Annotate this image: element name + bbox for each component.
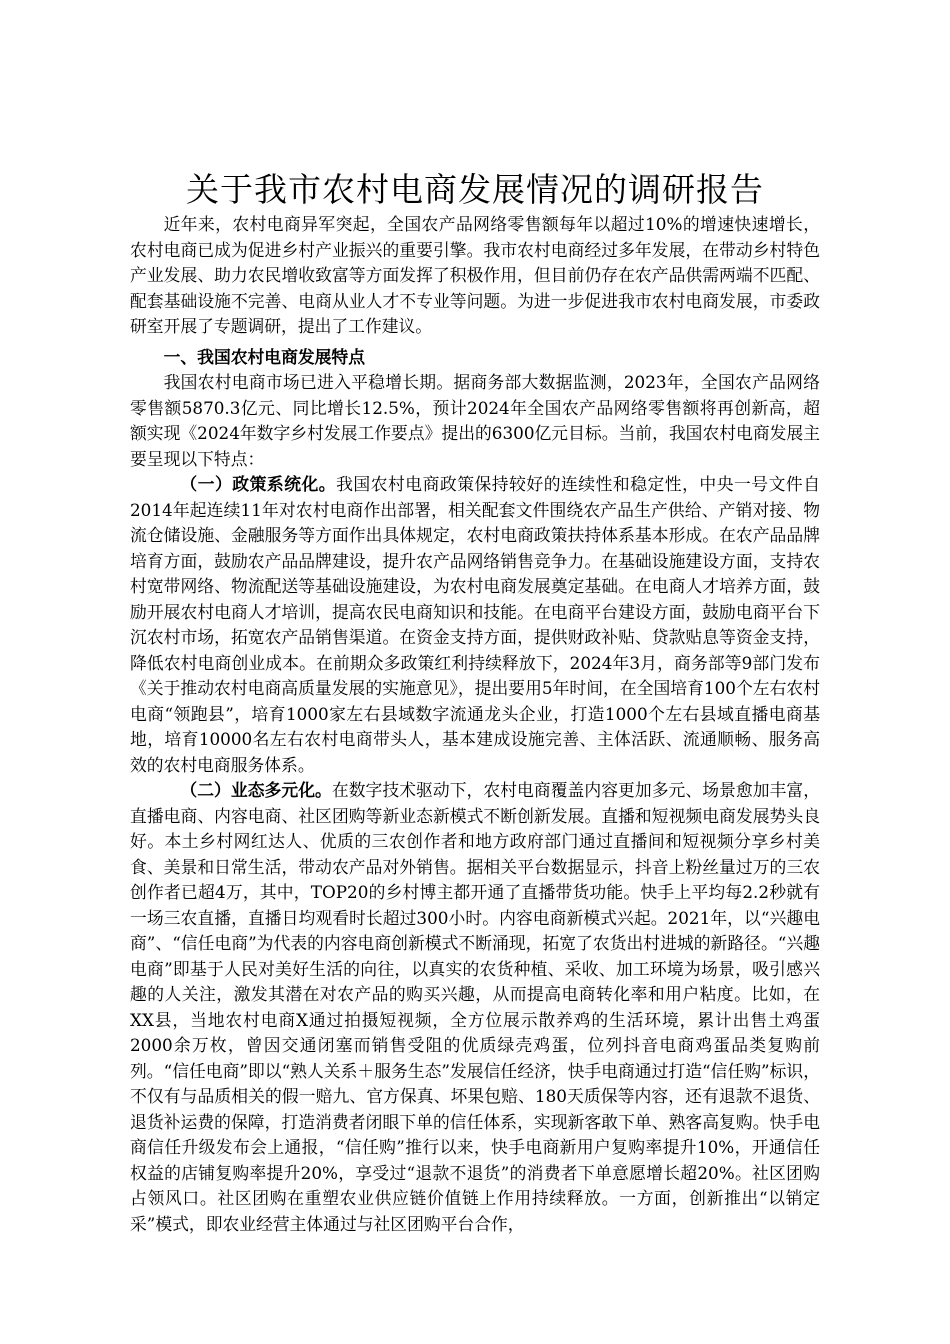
point-1-paragraph: [130, 472, 820, 778]
section-1-paragraph: 我国农村电商市场已进入平稳增长期。据商务部大数据监测，2023年，全国农产品网络零售额5870.3亿元、同比增长12.5%，预计2024年全国农产品网络零售额将再创新高，超额实现《2024年数字乡村发展工作要点》提出的6300亿元目标。当前，我国农村电商发展主要呈现以下特点：: [130, 372, 820, 469]
point-1-body: 我国农村电商政策保持较好的连续性和稳定性，中央一号文件自2014年起连续11年对农村电商作出部署，相关配套文件围绕农产品生产供给、产销对接、物流仓储设施、金融服务等方面作出具体规定，农村电商政策扶持体系基本形成。在农产品品牌培育方面，鼓励农产品品牌建设，提升农产品网络销售竞争力。在基础设施建设方面，支持农村宽带网络、物流配送等基础设施建设，为农村电商发展奠定基础。在电商人才培养方面，鼓励开展农村电商人才培训，提高农民电商知识和技能。在电商平台建设方面，鼓励电商平台下沉农村市场，拓宽农产品销售渠道。在资金支持方面，提供财政补贴、贷款贴息等资金支持，降低农村电商创业成本。在前期众多政策红利持续释放下，2024年3月，商务部等9部门发布《关于推动农村电商高质量发展的实施意见》，提出要用5年时间，在全国培育100个左右农村电商“领跑县”，培育1000家左右县域数字流通龙头企业，打造1000个左右县域直播电商基地，培育10000名左右农村电商带头人，基本建成设施完善、主体活跃、流通顺畅、服务高效的农村电商服务体系。: [130, 474, 820, 775]
point-2-paragraph: [130, 778, 820, 1237]
page-title: 关于我市农村电商发展情况的调研报告: [186, 170, 764, 209]
point-2-body: 在数字技术驱动下，农村电商覆盖内容更加多元、场景愈加丰富，直播电商、内容电商、社区团购等新业态新模式不断创新发展。直播和短视频电商发展势头良好。本土乡村网红达人、优质的三农创作者和地方政府部门通过直播间和短视频分享乡村美食、美景和日常生活，带动农产品对外销售。据相关平台数据显示，抖音上粉丝量过万的三农创作者已超4万，其中，TOP20的乡村博主都开通了直播带货功能。快手上平均每2.2秒就有一场三农直播，直播日均观看时长超过300小时。内容电商新模式兴起。2021年，以“兴趣电商”、“信任电商”为代表的内容电商创新模式不断涌现，拓宽了农货出村进城的新路径。“兴趣电商”即基于人民对美好生活的向往，以真实的农货种植、采收、加工环境为场景，吸引感兴趣的人关注，激发其潜在对农产品的购买兴趣，从而提高电商转化率和用户粘度。比如，在XX县，当地农村电商X通过拍摄短视频，全方位展示散养鸡的生活环境，累计出售土鸡蛋2000余万枚，曾因交通闭塞而销售受阻的优质绿壳鸡蛋，位列抖音电商鸡蛋品类复购前列。“信任电商”即以“熟人关系＋服务生态”发展信任经济，快手电商通过打造“信任购”标识，不仅有与品质相关的假一赔九、官方保真、坏果包赔、180天质保等内容，还有退款不退货、退货补运费的保障，打造消费者闭眼下单的信任体系，实现新客敢下单、熟客高复购。快手电商信任升级发布会上通报，“信任购”推行以来，快手电商新用户复购率提升10%，开通信任权益的店铺复购率提升20%，享受过“退款不退货”的消费者下单意愿增长超20%。社区团购占领风口。社区团购在重塑农业供应链价值链上作用持续释放。一方面，创新推出“以销定采”模式，即农业经营主体通过与社区团购平台合作，: [130, 780, 820, 1234]
point-1-lead: （一）政策系统化。: [180, 474, 337, 494]
section-heading-1: 一、我国农村电商发展特点: [163, 346, 365, 367]
document-page: [130, 170, 820, 1237]
intro-paragraph: 近年来，农村电商异军突起，全国农产品网络零售额每年以超过10%的增速快速增长，农村电商已成为促进乡村产业振兴的重要引擎。我市农村电商经过多年发展，在带动乡村特色产业发展、助力农民增收致富等方面发挥了积极作用，但目前仍存在农产品供需两端不匹配、配套基础设施不完善、电商从业人才不专业等问题。为进一步促进我市农村电商发展，市委政研室开展了专题调研，提出了工作建议。: [130, 214, 820, 336]
point-2-lead: （二）业态多元化。: [180, 780, 332, 800]
